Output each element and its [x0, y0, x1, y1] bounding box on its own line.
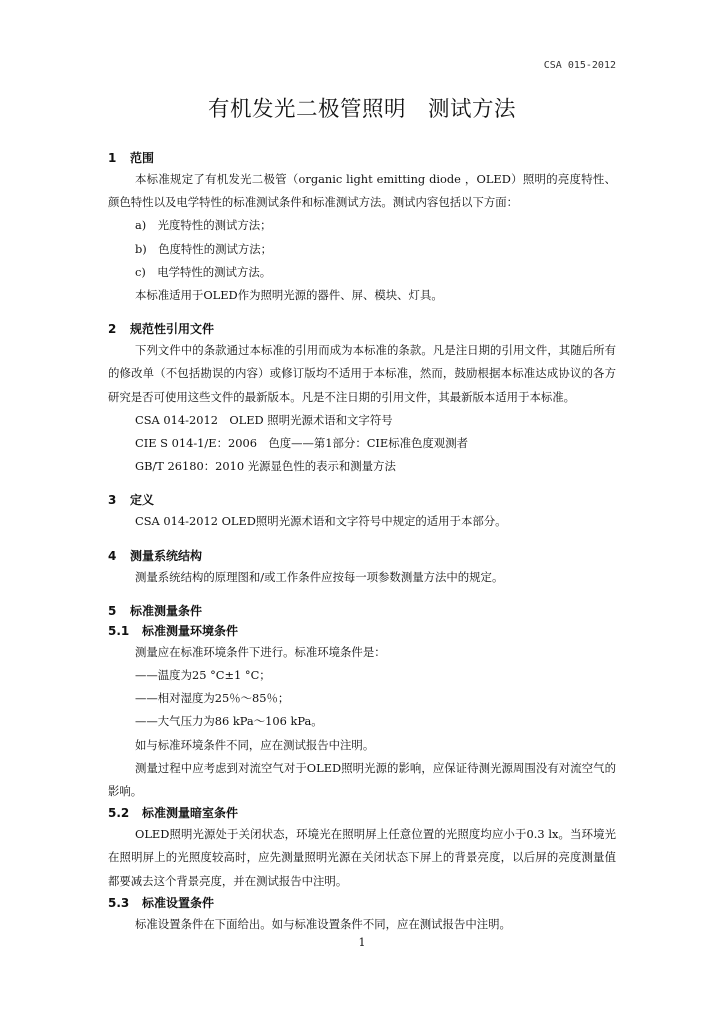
subsection-number: 5.2 — [108, 806, 130, 821]
subsection-5-1-paragraph: 测量应在标准环境条件下进行。标准环境条件是： — [135, 644, 386, 659]
section-1-scope-paragraph: 本标准适用于OLED作为照明光源的器件、屏、模块、灯具。 — [135, 288, 443, 303]
spacer — [108, 589, 616, 601]
section-5-heading — [108, 601, 616, 621]
section-title: 定义 — [130, 493, 155, 508]
list-item-c: c) 电学特性的测试方法。 — [135, 264, 272, 279]
page-number: 1 — [358, 936, 366, 949]
subsection-title: 标准测量暗室条件 — [142, 806, 239, 821]
condition-item-humidity: ——相对湿度为25％～85％； — [135, 691, 290, 706]
subsection-number: 5.1 — [108, 623, 130, 638]
subsection-5-1-airflow-paragraph: 测量过程中应考虑到对流空气对于OLED照明光源的影响，应保证待测光源周围没有对流空气的影响。 — [108, 760, 616, 799]
section-1-paragraph: 本标准规定了有机发光二极管（organic light emitting diode ，OLED）照明的亮度特性、颜色特性以及电学特性的标准测试条件和标准测试方法。测试内容包括以下方面： — [108, 172, 616, 210]
condition-item-temperature: ——温度为25 °C±1 °C； — [135, 668, 271, 683]
section-2-heading — [108, 319, 616, 339]
document-title: 有机发光二极管照明 测试方法 — [207, 97, 516, 122]
reference-item: CSA 014-2012 OLED 照明光源术语和文字符号 — [135, 412, 393, 427]
subsection-5-1-note: 如与标准环境条件不同，应在测试报告中注明。 — [135, 737, 375, 752]
reference-item: CIE S 014-1/E：2006 色度——第1部分：CIE标准色度观测者 — [135, 436, 468, 451]
subsection-number: 5.3 — [108, 895, 130, 910]
section-4-heading — [108, 546, 616, 566]
subsection-title: 标准测量环境条件 — [142, 623, 239, 638]
subsection-5-2-paragraph: OLED照明光源处于关闭状态，环境光在照明屏上任意位置的光照度均应小于0.3 lx。当环境光在照明屏上的光照度较高时，应先测量照明光源在关闭状态下屏上的背景亮度，以后屏的亮度测量值都要减去这个背景亮度，并在测试报告中注明。 — [108, 827, 616, 888]
spacer — [108, 478, 616, 490]
list-item-b: b) 色度特性的测试方法； — [135, 241, 273, 256]
subsection-5-3-heading — [108, 893, 616, 913]
document-body — [108, 148, 616, 936]
subsection-5-2-heading — [108, 803, 616, 823]
section-2-paragraph: 下列文件中的条款通过本标准的引用而成为本标准的条款。凡是注日期的引用文件，其随后所有的修改单（不包括勘误的内容）或修订版均不适用于本标准，然而，鼓励根据本标准达成协议的各方研究是否可使用这些文件的最新版本。凡是不注日期的引用文件，其最新版本适用于本标准。 — [108, 343, 616, 404]
subsection-5-1-heading — [108, 621, 616, 641]
subsection-5-3-paragraph: 标准设置条件在下面给出。如与标准设置条件不同，应在测试报告中注明。 — [135, 916, 511, 931]
section-number: 4 — [108, 548, 117, 563]
section-title: 范围 — [130, 151, 155, 165]
section-4-paragraph: 测量系统结构的原理图和/或工作条件应按每一项参数测量方法中的规定。 — [135, 569, 504, 584]
document-code: CSA 015-2012 — [543, 60, 616, 71]
condition-item-pressure: ——大气压力为86 kPa～106 kPa。 — [135, 714, 323, 729]
list-item-a: a) 光度特性的测试方法； — [135, 218, 272, 233]
subsection-title: 标准设置条件 — [142, 895, 215, 910]
section-number: 3 — [108, 493, 117, 508]
section-title: 规范性引用文件 — [130, 322, 215, 337]
reference-item: GB/T 26180：2010 光源显色性的表示和测量方法 — [135, 459, 396, 474]
section-number: 5 — [108, 603, 117, 618]
section-1-heading — [108, 148, 616, 168]
section-number: 1 — [108, 151, 117, 165]
section-3-heading — [108, 490, 616, 510]
section-title: 标准测量条件 — [130, 603, 203, 618]
section-title: 测量系统结构 — [130, 548, 203, 563]
section-3-paragraph: CSA 014-2012 OLED照明光源术语和文字符号中规定的适用于本部分。 — [135, 514, 507, 529]
spacer — [108, 307, 616, 319]
spacer — [108, 534, 616, 546]
section-number: 2 — [108, 322, 117, 337]
